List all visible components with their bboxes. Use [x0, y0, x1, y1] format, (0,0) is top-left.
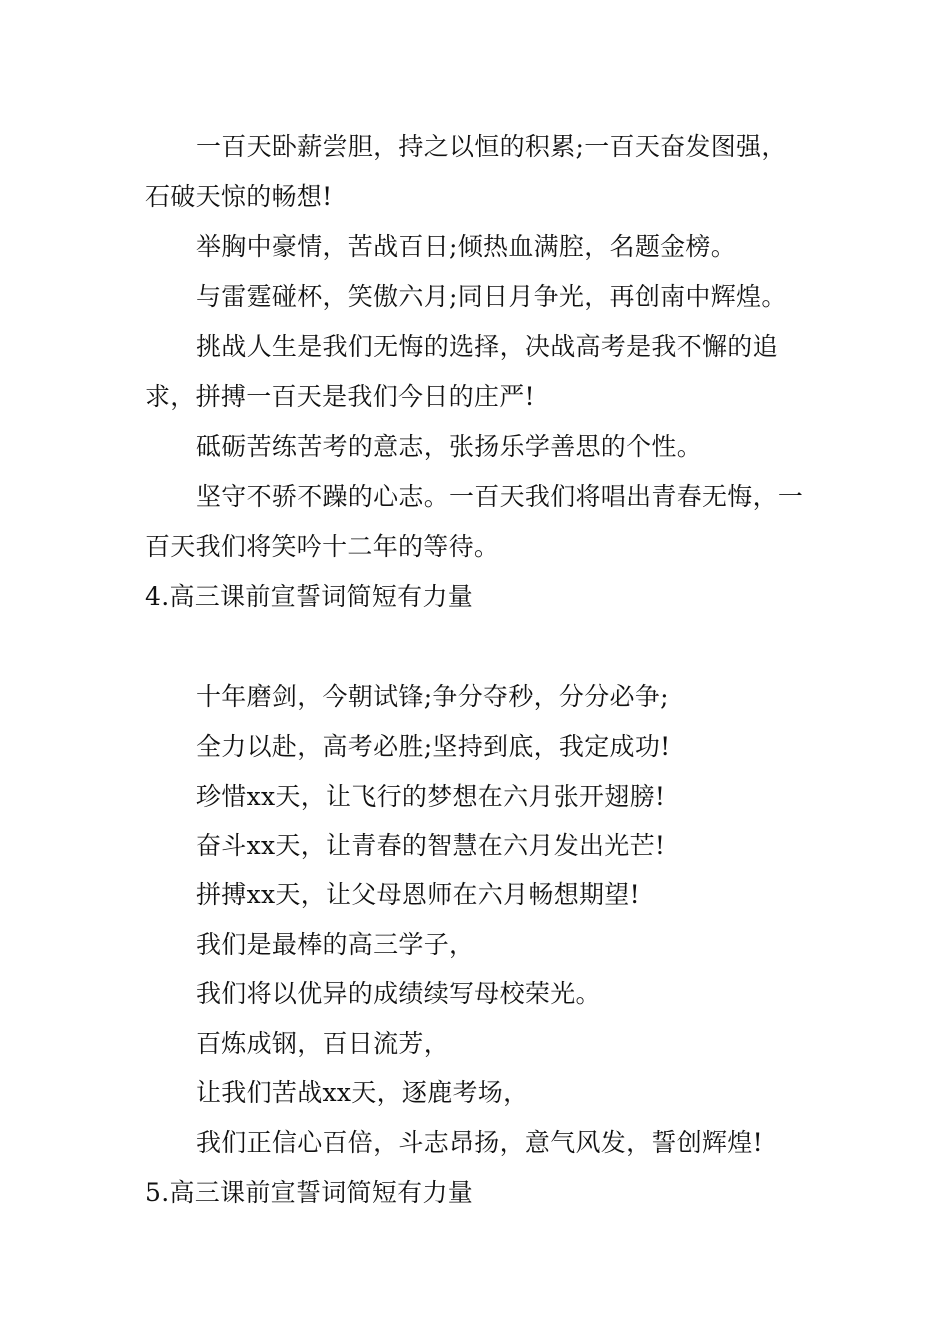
- paragraph: 挑战人生是我们无悔的选择，决战高考是我不懈的追求，拼搏一百天是我们今日的庄严!: [145, 332, 778, 411]
- paragraph: 让我们苦战xx天，逐鹿考场，: [196, 1078, 529, 1107]
- section-heading: 5.高三课前宣誓词简短有力量: [145, 1178, 474, 1207]
- paragraph: 砥砺苦练苦考的意志，张扬乐学善思的个性。: [196, 432, 703, 461]
- paragraph: 一百天卧薪尝胆，持之以恒的积累;一百天奋发图强，石破天惊的畅想!: [145, 132, 787, 211]
- section-heading: 4.高三课前宣誓词简短有力量: [145, 582, 474, 611]
- paragraph: 与雷霆碰杯，笑傲六月;同日月争光，再创南中辉煌。: [196, 282, 787, 311]
- paragraph: 我们是最棒的高三学子，: [196, 930, 475, 959]
- paragraph: 我们将以优异的成绩续写母校荣光。: [196, 979, 601, 1008]
- paragraph: 十年磨剑，今朝试锋;争分夺秒，分分必争;: [196, 682, 669, 711]
- paragraph: 举胸中豪情，苦战百日;倾热血满腔，名题金榜。: [196, 232, 737, 261]
- paragraph: 珍惜xx天，让飞行的梦想在六月张开翅膀!: [196, 782, 666, 811]
- paragraph: 拼搏xx天，让父母恩师在六月畅想期望!: [196, 880, 640, 909]
- paragraph: 百炼成钢，百日流芳，: [196, 1029, 450, 1058]
- paragraph: 全力以赴，高考必胜;坚持到底，我定成功!: [196, 732, 671, 761]
- paragraph: 奋斗xx天，让青春的智慧在六月发出光芒!: [196, 831, 666, 860]
- paragraph: 我们正信心百倍，斗志昂扬，意气风发，誓创辉煌!: [196, 1128, 763, 1157]
- paragraph: 坚守不骄不躁的心志。一百天我们将唱出青春无悔，一百天我们将笑吟十二年的等待。: [145, 482, 804, 561]
